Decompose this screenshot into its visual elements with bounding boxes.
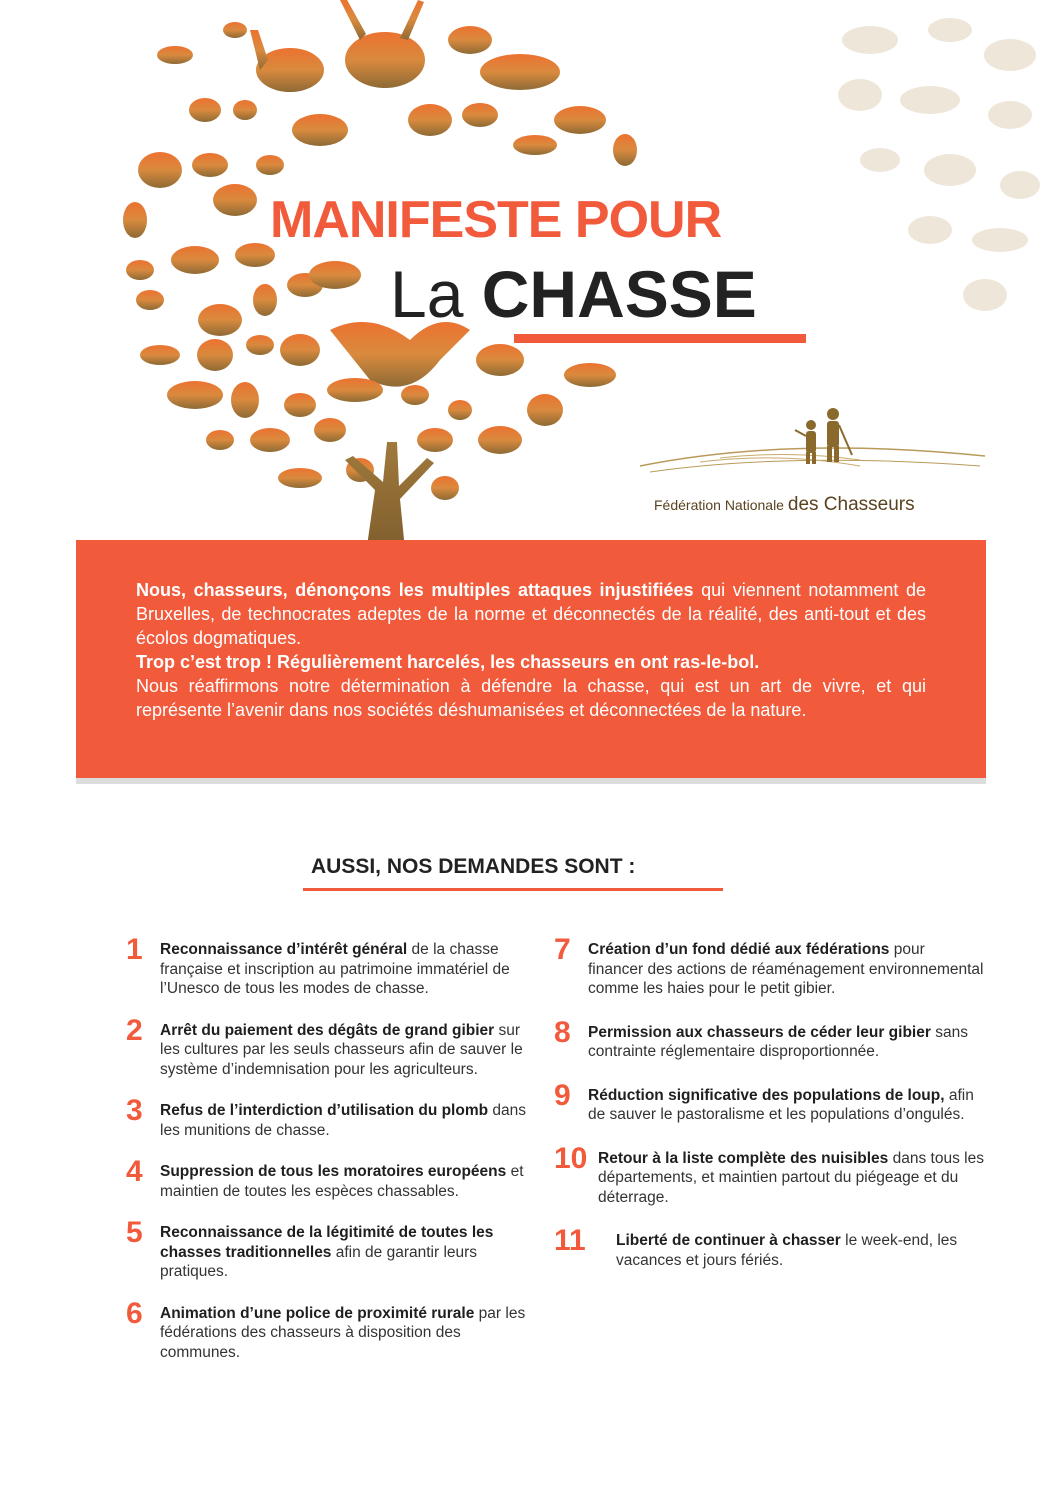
demand-text: sans contrainte réglementaire disproportionnée. [588, 1023, 968, 1060]
title-underline [514, 334, 806, 343]
demand-item [554, 1078, 984, 1125]
demand-item [554, 1224, 984, 1270]
intro-text [136, 578, 926, 722]
demand-bold: Suppression de tous les moratoires européens [160, 1163, 507, 1180]
demand-item [554, 933, 984, 999]
demand-text: de la chasse française et inscription au patrimoine immatériel de l’Unesco de tous les modes de chasse. [160, 941, 510, 997]
demand-text: dans tous les départements, et maintien partout du piégeage et du déterrage. [598, 1149, 984, 1206]
demand-item [126, 1155, 526, 1201]
demand-bold: Animation d’une police de proximité rurale [160, 1304, 475, 1322]
demand-text: et maintien de toutes les espèces chassables. [160, 1163, 524, 1200]
demand-text: sur les cultures par les seuls chasseurs afin de sauver le système d’indemnisation pour les agriculteurs. [160, 1021, 523, 1078]
demand-number: 1 [126, 933, 143, 966]
intro-p1-bold: Nous, chasseurs, dénonçons les multiples attaques injustifiées [136, 580, 694, 600]
intro-p1-rest: qui viennent notamment de Bruxelles, de technocrates adeptes de la norme et déconnectés de la réalité, des anti-tout et des écolos dogmatiques. [136, 580, 926, 648]
demand-bold: Refus de l’interdiction d’utilisation du plomb [160, 1102, 489, 1119]
faded-animal-silhouettes [838, 18, 1040, 311]
demand-text: afin de garantir leurs pratiques. [160, 1243, 478, 1280]
fnc-logo-mark [640, 408, 985, 472]
demand-number: 2 [126, 1013, 143, 1047]
demand-item [126, 1216, 526, 1282]
demand-text: pour financer des actions de réaménagement environnemental comme les haies pour le petit gibier. [588, 941, 984, 997]
demand-bold: Permission aux chasseurs de céder leur gibier [588, 1023, 931, 1041]
title-main: CHASSE [481, 257, 757, 331]
demands-right-column [554, 933, 984, 1270]
demand-number: 6 [126, 1296, 143, 1330]
intro-paragraph-1 [136, 580, 926, 648]
demand-number: 7 [554, 933, 571, 966]
demand-text: dans les munitions de chasse. [160, 1102, 527, 1139]
fnc-name-large: des Chasseurs [787, 494, 915, 515]
demand-item [126, 1296, 526, 1363]
demands-left-column [126, 933, 527, 1362]
demands-underline [303, 888, 723, 891]
demand-item [554, 1015, 984, 1062]
demand-text: afin de sauver le pastoralisme et les populations d’ongulés. [588, 1086, 974, 1123]
demand-item [126, 933, 526, 999]
demand-bold: Liberté de continuer à chasser [616, 1232, 841, 1249]
demand-item [126, 1094, 527, 1140]
fnc-logo-text [654, 494, 915, 516]
demand-text: le week-end, les vacances et jours fériés. [616, 1232, 958, 1269]
demand-number: 10 [554, 1141, 588, 1175]
demands-title: AUSSI, NOS DEMANDES SONT : [311, 855, 636, 878]
title-prefix: La [390, 257, 464, 331]
demand-item [126, 1013, 526, 1080]
demand-bold: Reconnaissance de la légitimité de toutes les chasses traditionnelles [160, 1224, 494, 1261]
demand-item [554, 1141, 984, 1208]
demand-bold: Création d’un fond dédié aux fédérations [588, 941, 890, 958]
demand-number: 3 [126, 1094, 143, 1127]
demand-bold: Réduction significative des populations de loup, [588, 1086, 945, 1104]
demand-bold: Reconnaissance d’intérêt général [160, 941, 408, 958]
title-line-2 [390, 256, 757, 332]
demand-number: 5 [126, 1216, 143, 1249]
demand-number: 8 [554, 1015, 571, 1049]
demand-number: 11 [554, 1224, 586, 1257]
intro-paragraph-3: Nous réaffirmons notre détermination à défendre la chasse, qui est un art de vivre, et qui représente l’avenir dans nos sociétés déshumanisées et déconnectées de la nature. [136, 676, 926, 720]
demand-number: 4 [126, 1155, 143, 1188]
intro-box [76, 540, 986, 778]
animal-silhouettes [123, 0, 637, 500]
demand-number: 9 [554, 1078, 571, 1112]
demand-bold: Arrêt du paiement des dégâts de grand gibier [160, 1021, 495, 1039]
fnc-name-small: Fédération Nationale [654, 497, 784, 513]
title-line-1: MANIFESTE POUR [270, 191, 722, 249]
intro-paragraph-2: Trop c’est trop ! Régulièrement harcelés, les chasseurs en ont ras-le-bol. [136, 652, 760, 672]
demand-bold: Retour à la liste complète des nuisibles [598, 1149, 889, 1167]
demand-text: par les fédérations des chasseurs à disposition des communes. [160, 1304, 526, 1361]
